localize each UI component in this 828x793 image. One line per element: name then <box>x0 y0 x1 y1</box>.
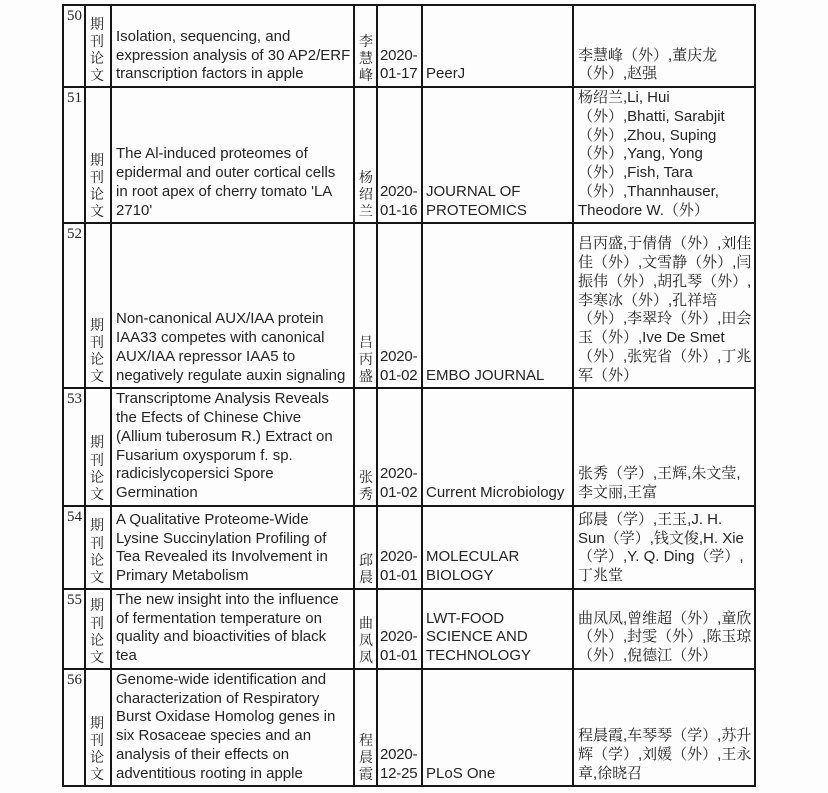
journal-name: PeerJ <box>422 5 573 87</box>
first-author-name: 程晨霞 <box>354 669 377 787</box>
table-row <box>63 223 755 388</box>
author-list: 张秀（学）,王辉,朱文莹,李文丽,王富 <box>573 388 755 506</box>
first-author-name: 邱晨 <box>354 506 377 589</box>
row-number: 56 <box>63 669 85 787</box>
first-author-name: 李慧峰 <box>354 5 377 87</box>
author-list: 杨绍兰,Li, Hui（外）,Bhatti, Sarabjit（外）,Zhou, Suping（外）,Yang, Yong（外）,Fish, Tara（外）,Thannhauser, Theodore W.（外） <box>573 87 755 223</box>
journal-name: EMBO JOURNAL <box>422 223 573 388</box>
publication-type: 期刊论文 <box>85 669 111 787</box>
journal-name: JOURNAL OF PROTEOMICS <box>422 87 573 223</box>
first-author-name: 杨绍兰 <box>354 87 377 223</box>
row-number: 50 <box>63 5 85 87</box>
row-number: 55 <box>63 589 85 669</box>
row-number: 51 <box>63 87 85 223</box>
publication-type: 期刊论文 <box>85 589 111 669</box>
publication-title: The new insight into the influence of fermentation temperature on quality and bioactivities of black tea <box>111 589 354 669</box>
publication-type: 期刊论文 <box>85 87 111 223</box>
table-row <box>63 388 755 506</box>
publication-title: Non-canonical AUX/IAA protein IAA33 competes with canonical AUX/IAA repressor IAA5 to negatively regulate auxin signaling <box>111 223 354 388</box>
author-list: 曲凤凤,曾维超（外）,童欣（外）,封雯（外）,陈玉琼（外）,倪德江（外） <box>573 589 755 669</box>
journal-name: MOLECULAR BIOLOGY <box>422 506 573 589</box>
publication-date: 2020-01-01 <box>377 589 422 669</box>
table-row <box>63 669 755 787</box>
first-author-name: 曲凤凤 <box>354 589 377 669</box>
first-author-name: 吕丙盛 <box>354 223 377 388</box>
publication-type: 期刊论文 <box>85 223 111 388</box>
author-list: 吕丙盛,于倩倩（外）,刘佳佳（外）,文雪静（外）,闫振伟（外）,胡孔琴（外）,李寒冰（外）,孔祥培（外）,李翠玲（外）,田会玉（外）,Ive De Smet（外）,张宪省（外）,丁兆军（外） <box>573 223 755 388</box>
publication-date: 2020-01-02 <box>377 388 422 506</box>
journal-name: PLoS One <box>422 669 573 787</box>
table-row <box>63 87 755 223</box>
publication-title: The Al-induced proteomes of epidermal and outer cortical cells in root apex of cherry tomato 'LA 2710' <box>111 87 354 223</box>
publication-type: 期刊论文 <box>85 506 111 589</box>
author-list: 邱晨（学）,王玉,J. H. Sun（学）,钱文俊,H. Xie（学）,Y. Q. Ding（学）,丁兆堂 <box>573 506 755 589</box>
publication-date: 2020-01-02 <box>377 223 422 388</box>
publication-date: 2020-01-16 <box>377 87 422 223</box>
publication-title: Isolation, sequencing, and expression analysis of 30 AP2/ERF transcription factors in apple <box>111 5 354 87</box>
table-row <box>63 5 755 87</box>
publication-date: 2020-01-01 <box>377 506 422 589</box>
table-row <box>63 589 755 669</box>
row-number: 53 <box>63 388 85 506</box>
publication-type: 期刊论文 <box>85 5 111 87</box>
publication-date: 2020-01-17 <box>377 5 422 87</box>
journal-name: LWT-FOOD SCIENCE AND TECHNOLOGY <box>422 589 573 669</box>
row-number: 52 <box>63 223 85 388</box>
author-list: 程晨霞,车琴琴（学）,苏升辉（学）,刘媛（外）,王永章,徐晓召 <box>573 669 755 787</box>
table-body <box>63 5 755 786</box>
table-row <box>63 506 755 589</box>
publication-title: Genome-wide identification and characterization of Respiratory Burst Oxidase Homolog genes in six Rosaceae species and an analysis of their effects on adventitious rooting in apple <box>111 669 354 787</box>
author-list: 李慧峰（外）,董庆龙（外）,赵强 <box>573 5 755 87</box>
publication-title: Transcriptome Analysis Reveals the Efects of Chinese Chive (Allium tuberosum R.) Extract on Fusarium oxysporum f. sp. radicislycopersici Spore Germination <box>111 388 354 506</box>
row-number: 54 <box>63 506 85 589</box>
first-author-name: 张秀 <box>354 388 377 506</box>
publications-table <box>62 4 756 787</box>
publication-type: 期刊论文 <box>85 388 111 506</box>
publication-date: 2020-12-25 <box>377 669 422 787</box>
publication-title: A Qualitative Proteome-Wide Lysine Succinylation Profiling of Tea Revealed its Involvement in Primary Metabolism <box>111 506 354 589</box>
journal-name: Current Microbiology <box>422 388 573 506</box>
